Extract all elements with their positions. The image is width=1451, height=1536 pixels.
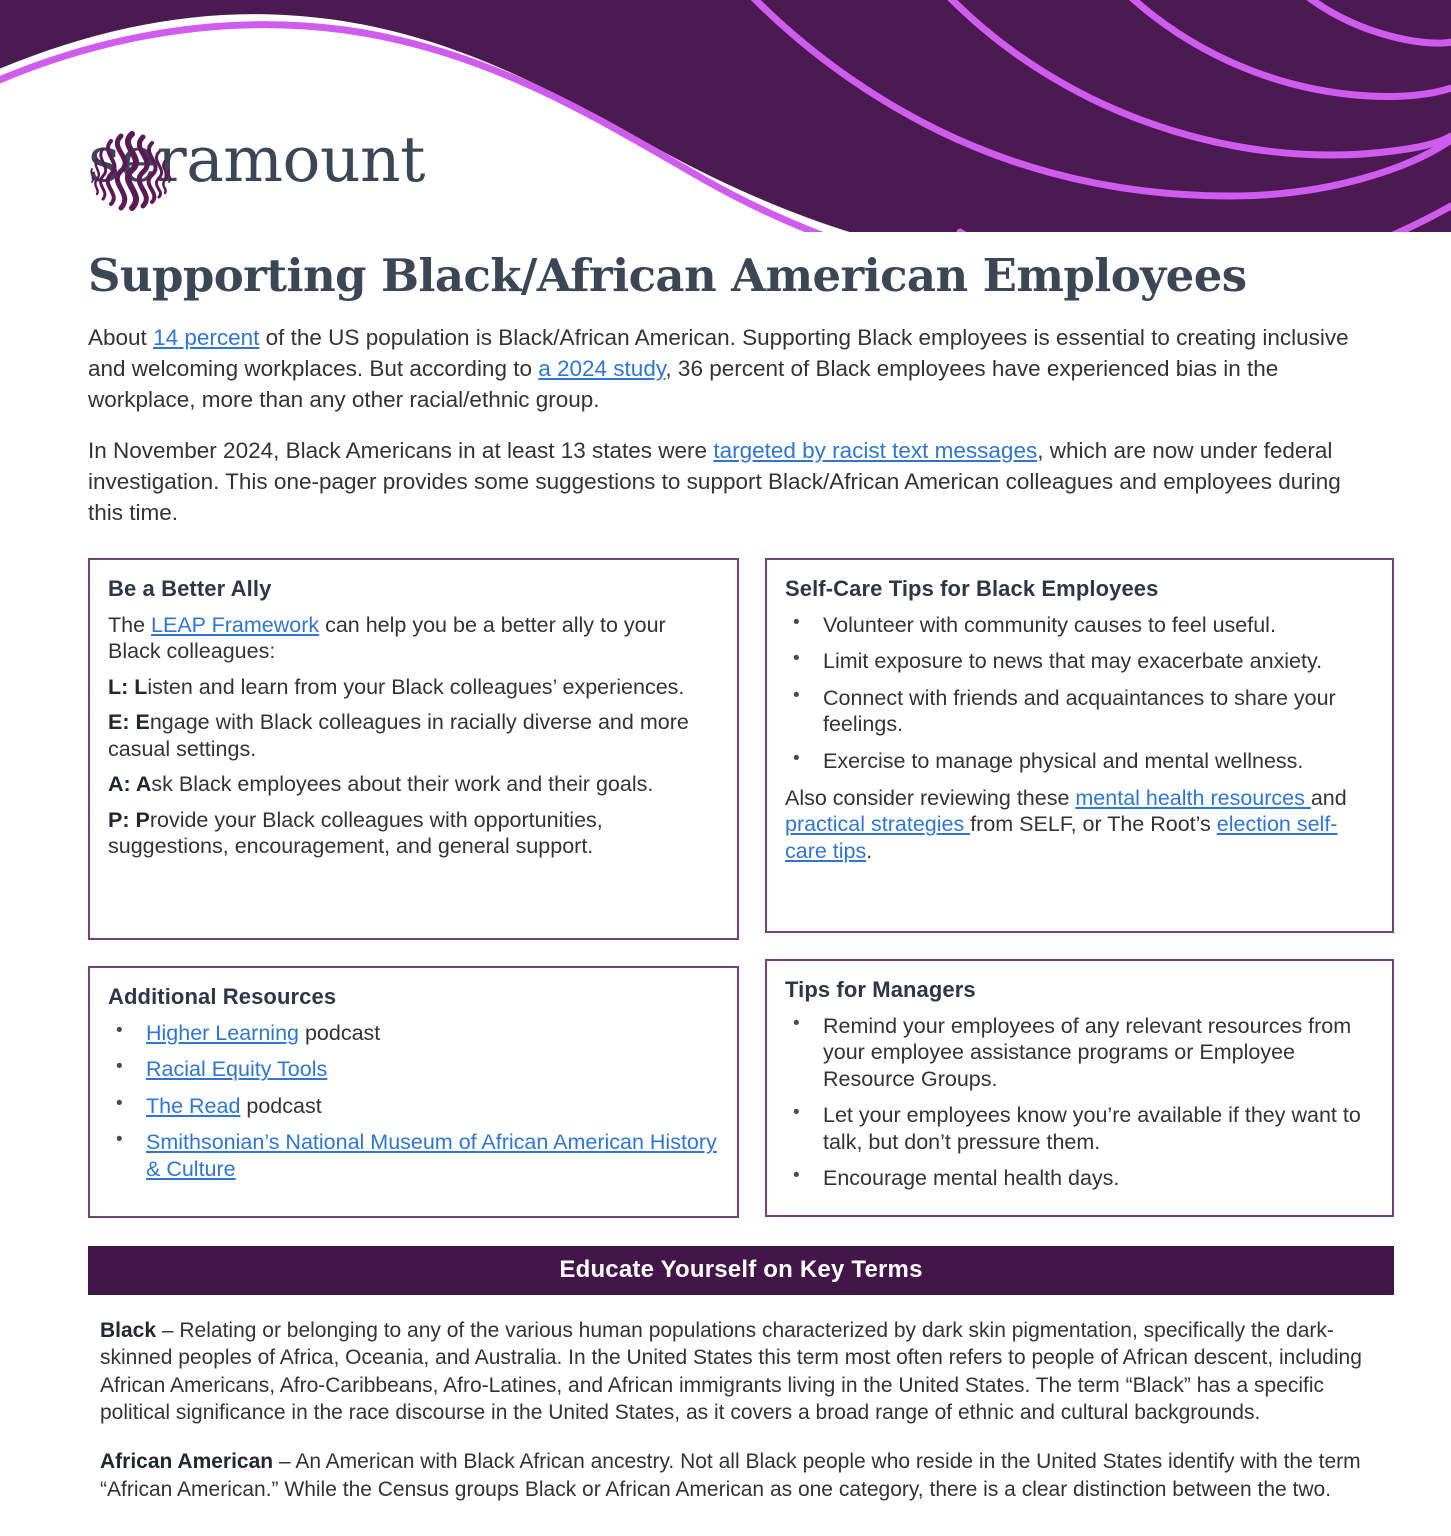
list-item: • Exercise to manage physical and mental wellness. bbox=[785, 748, 1374, 774]
leap-item-ask bbox=[108, 771, 719, 797]
term-label-black: Black bbox=[100, 1319, 157, 1343]
link-14-percent[interactable]: 14 percent bbox=[153, 324, 260, 350]
link-practical-strategies[interactable]: practical strategies bbox=[784, 812, 971, 837]
leap-text-l: isten and learn from your Black colleagues’ experiences. bbox=[147, 674, 685, 699]
link-higher-learning[interactable]: Higher Learning bbox=[146, 1021, 299, 1046]
selfcare-list bbox=[785, 612, 1374, 774]
managers-box-heading: Tips for Managers bbox=[784, 977, 976, 1003]
page-title: Supporting Black/African American Employees bbox=[88, 249, 1247, 302]
term-text-black: – Relating or belonging to any of the various human populations characterized by dark skin pigmentation, specifically the dark-skinned peoples of Africa, Oceania, and Australia. In the United States this term most often refers to people of African descent, including African Americans, Afro-Caribbeans, Afro-Latines, and African immigrants living in the United States. The term “Black” has a specific political significance in the race discourse in the United States, as it covers a broad range of ethnic and cultural backgrounds. bbox=[100, 1319, 1362, 1424]
list-item bbox=[108, 1129, 719, 1182]
intro-p2-text-a: In November 2024, Black Americans in at least 13 states were bbox=[88, 437, 714, 463]
selfcare-footer-c: from SELF, or The Root’s bbox=[970, 812, 1217, 837]
list-item: • Remind your employees of any relevant resources from your employee assistance programs or Employee Resource Groups. bbox=[785, 1013, 1374, 1092]
selfcare-box-heading: Self-Care Tips for Black Employees bbox=[784, 576, 1159, 602]
ally-box-heading: Be a Better Ally bbox=[108, 576, 272, 602]
selfcare-footer-a: Also consider reviewing these bbox=[784, 786, 1076, 811]
list-item: • Connect with friends and acquaintances to share your feelings. bbox=[785, 685, 1374, 738]
list-item: • Limit exposure to news that may exacerbate anxiety. bbox=[785, 648, 1374, 674]
resources-list bbox=[108, 1020, 719, 1182]
leap-item-provide bbox=[108, 807, 719, 860]
link-smithsonian-nmaahc[interactable]: Smithsonian’s National Museum of African American History & Culture bbox=[146, 1130, 717, 1181]
resource-suffix-2: podcast bbox=[240, 1093, 322, 1118]
leap-text-a: sk Black employees about their work and their goals. bbox=[151, 772, 654, 797]
additional-resources-box bbox=[88, 966, 739, 1218]
right-column bbox=[765, 558, 1394, 1217]
tips-for-managers-box bbox=[765, 959, 1394, 1217]
term-definition-black bbox=[100, 1317, 1394, 1426]
brand-wordmark: seramount bbox=[88, 123, 425, 196]
intro-p1-text-c: , 36 percent of Black employees have experienced bias in the workplace, more than any other racial/ethnic group. bbox=[88, 355, 1279, 412]
list-item: • Encourage mental health days. bbox=[785, 1165, 1374, 1191]
intro-p1-text-a: About bbox=[88, 324, 154, 350]
link-the-read[interactable]: The Read bbox=[146, 1093, 241, 1118]
list-item: • Volunteer with community causes to feel useful. bbox=[785, 612, 1374, 638]
link-mental-health-resources[interactable]: mental health resources bbox=[1075, 786, 1311, 811]
link-racial-equity-tools[interactable]: Racial Equity Tools bbox=[146, 1057, 328, 1082]
self-care-tips-box bbox=[765, 558, 1394, 933]
term-definition-african-american bbox=[100, 1448, 1394, 1503]
resource-suffix-0: podcast bbox=[299, 1021, 381, 1046]
left-column bbox=[88, 558, 739, 1218]
leap-letter-p: P: P bbox=[108, 807, 150, 832]
resources-box-heading: Additional Resources bbox=[108, 984, 337, 1010]
list-item bbox=[108, 1020, 719, 1046]
ally-lead-b: can help you be a better ally to your Black colleagues: bbox=[108, 613, 666, 664]
leap-letter-e: E: E bbox=[108, 710, 150, 735]
selfcare-footer-d: . bbox=[866, 838, 873, 863]
intro-section bbox=[0, 322, 1451, 528]
leap-letter-l: L: L bbox=[108, 674, 148, 699]
leap-item-engage bbox=[108, 709, 719, 762]
leap-item-listen bbox=[108, 674, 719, 700]
term-label-african-american: African American bbox=[100, 1450, 274, 1474]
list-item bbox=[108, 1056, 719, 1082]
key-terms-banner: Educate Yourself on Key Terms bbox=[88, 1246, 1394, 1295]
term-text-african-american: – An American with Black African ancestry. Not all Black people who reside in the United States identify with the term “African American.” While the Census groups Black or African American as one category, there is a clear distinction between the two. bbox=[100, 1450, 1361, 1501]
seramount-swirl-logo-icon bbox=[88, 128, 172, 216]
ally-lead-paragraph bbox=[108, 612, 719, 665]
page-body bbox=[0, 250, 1451, 1503]
header-wave-graphic bbox=[0, 0, 1451, 232]
be-a-better-ally-box bbox=[88, 558, 739, 940]
ally-lead-a: The bbox=[108, 613, 152, 638]
selfcare-footer-b: and bbox=[1310, 786, 1347, 811]
list-item: • Let your employees know you’re available if they want to talk, but don’t pressure them. bbox=[785, 1102, 1374, 1155]
intro-p2-text-b: , which are now under federal investigation. This one-pager provides some suggestions to support Black/African American colleagues and employees during this time. bbox=[88, 437, 1341, 525]
page-header bbox=[0, 0, 1451, 232]
leap-text-e: ngage with Black colleagues in racially diverse and more casual settings. bbox=[108, 710, 689, 761]
content-columns bbox=[0, 558, 1451, 1218]
link-racist-text-messages[interactable]: targeted by racist text messages bbox=[713, 437, 1038, 463]
leap-letter-a: A: A bbox=[108, 772, 152, 797]
brand-logo bbox=[88, 123, 425, 196]
intro-p1-text-b: of the US population is Black/African American. Supporting Black employees is essential to creating inclusive and welcoming workplaces. But according to bbox=[88, 324, 1349, 381]
list-item bbox=[108, 1093, 719, 1119]
link-leap-framework[interactable]: LEAP Framework bbox=[151, 613, 320, 638]
intro-paragraph-1 bbox=[88, 322, 1373, 415]
managers-list bbox=[785, 1013, 1374, 1192]
selfcare-footer-paragraph bbox=[785, 785, 1374, 864]
key-terms-section bbox=[0, 1317, 1451, 1503]
leap-text-p: rovide your Black colleagues with opportunities, suggestions, encouragement, and general support. bbox=[108, 807, 603, 859]
intro-paragraph-2 bbox=[88, 435, 1373, 528]
link-2024-study[interactable]: a 2024 study bbox=[538, 355, 666, 381]
link-election-self-care-tips[interactable]: election self-care tips bbox=[784, 812, 1338, 863]
